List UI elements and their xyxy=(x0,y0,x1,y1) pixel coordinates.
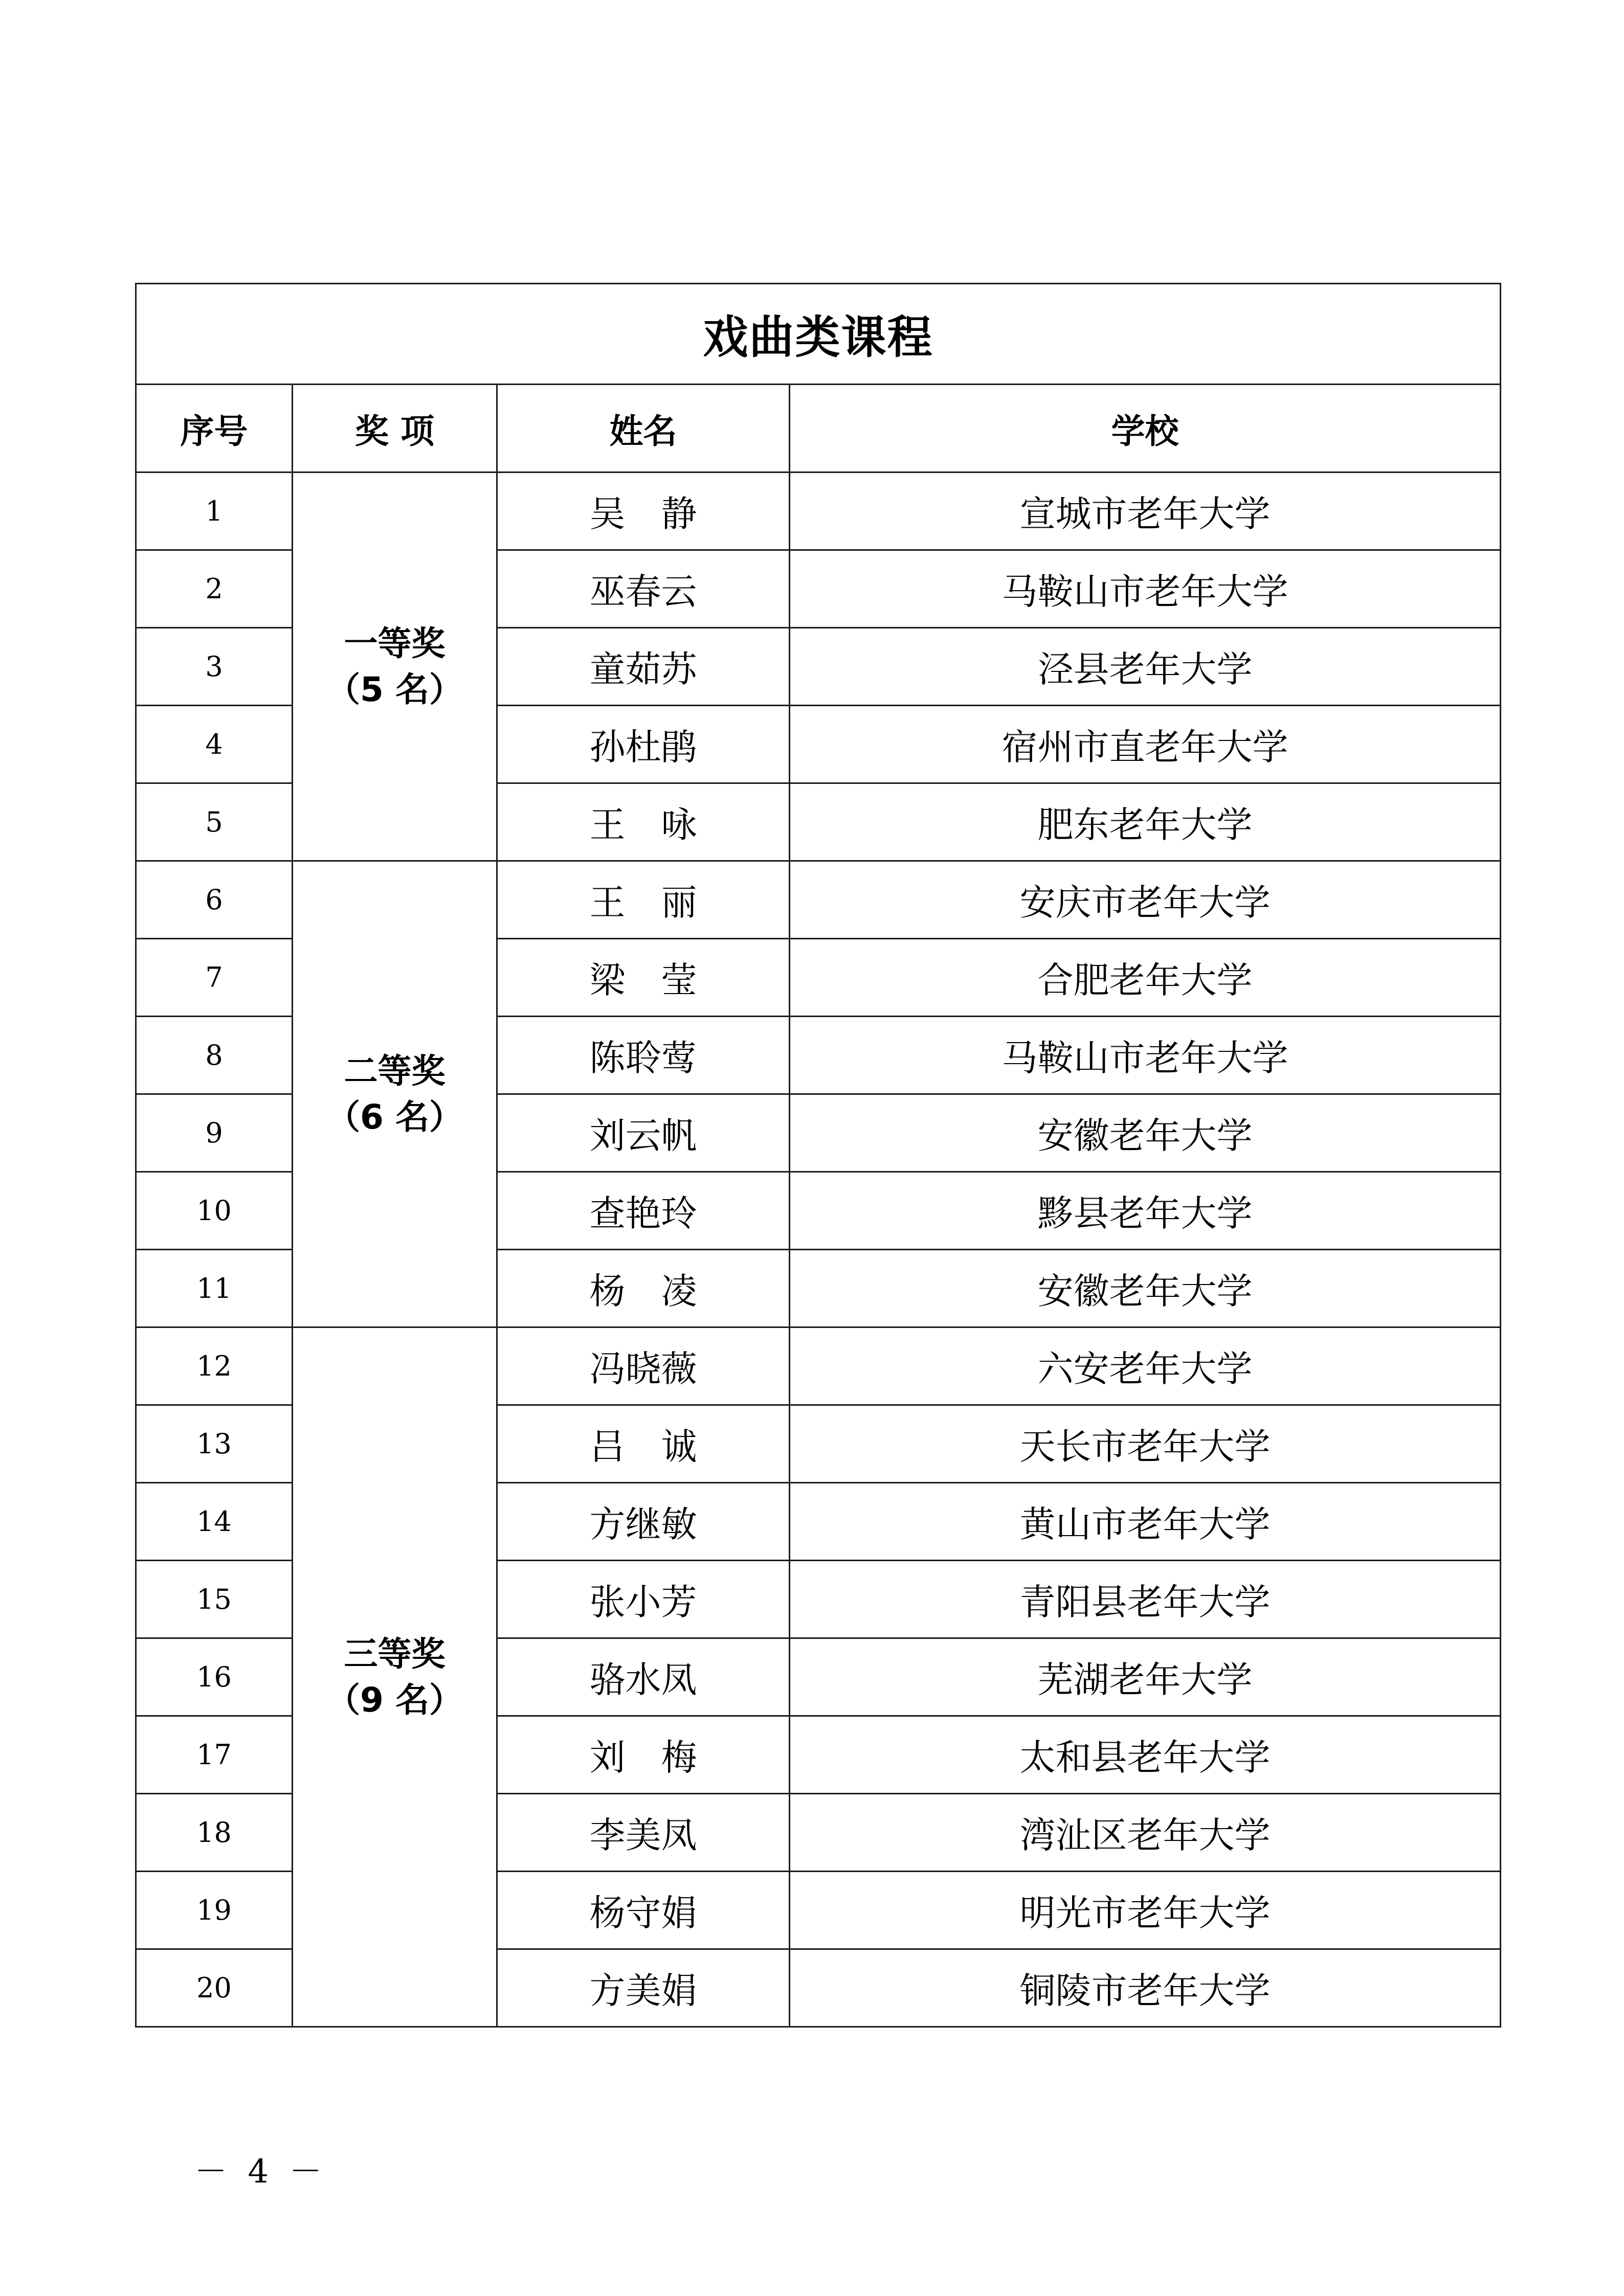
school-name: 明光市老年大学 xyxy=(790,1872,1501,1949)
award-group xyxy=(293,1327,497,2027)
school-name: 宿州市直老年大学 xyxy=(790,706,1501,783)
award-table xyxy=(135,283,1501,2028)
winner-name: 方美娟 xyxy=(497,1949,790,2027)
winner-name: 方继敏 xyxy=(497,1483,790,1561)
header-award: 奖 项 xyxy=(293,385,497,472)
header-school: 学校 xyxy=(790,385,1501,472)
row-number: 18 xyxy=(136,1794,293,1872)
row-number: 20 xyxy=(136,1949,293,2027)
table-row xyxy=(136,1327,1501,1405)
school-name: 马鞍山市老年大学 xyxy=(790,550,1501,628)
winner-name: 查艳玲 xyxy=(497,1172,790,1250)
row-number: 3 xyxy=(136,628,293,706)
school-name: 黟县老年大学 xyxy=(790,1172,1501,1250)
winner-name: 吴 静 xyxy=(497,472,790,550)
award-label: 一等奖 xyxy=(344,624,446,664)
winner-name: 王 咏 xyxy=(497,783,790,861)
award-label: 三等奖 xyxy=(344,1634,446,1674)
table-row xyxy=(136,861,1501,939)
winner-name: 骆水凤 xyxy=(497,1638,790,1716)
school-name: 马鞍山市老年大学 xyxy=(790,1017,1501,1094)
table-title: 戏曲类课程 xyxy=(136,284,1501,385)
school-name: 青阳县老年大学 xyxy=(790,1561,1501,1638)
school-name: 太和县老年大学 xyxy=(790,1716,1501,1794)
row-number: 6 xyxy=(136,861,293,939)
winner-name: 冯晓薇 xyxy=(497,1327,790,1405)
row-number: 11 xyxy=(136,1250,293,1327)
school-name: 合肥老年大学 xyxy=(790,939,1501,1017)
header-number: 序号 xyxy=(136,385,293,472)
school-name: 六安老年大学 xyxy=(790,1327,1501,1405)
winner-name: 吕 诚 xyxy=(497,1405,790,1483)
winner-name: 王 丽 xyxy=(497,861,790,939)
row-number: 5 xyxy=(136,783,293,861)
row-number: 1 xyxy=(136,472,293,550)
row-number: 15 xyxy=(136,1561,293,1638)
winner-name: 杨 凌 xyxy=(497,1250,790,1327)
award-group xyxy=(293,472,497,861)
row-number: 19 xyxy=(136,1872,293,1949)
school-name: 天长市老年大学 xyxy=(790,1405,1501,1483)
school-name: 安庆市老年大学 xyxy=(790,861,1501,939)
row-number: 12 xyxy=(136,1327,293,1405)
row-number: 2 xyxy=(136,550,293,628)
school-name: 芜湖老年大学 xyxy=(790,1638,1501,1716)
table-row xyxy=(136,472,1501,550)
winner-name: 梁 莹 xyxy=(497,939,790,1017)
winner-name: 杨守娟 xyxy=(497,1872,790,1949)
row-number: 8 xyxy=(136,1017,293,1094)
row-number: 7 xyxy=(136,939,293,1017)
row-number: 4 xyxy=(136,706,293,783)
award-label: 二等奖 xyxy=(344,1051,446,1091)
row-number: 10 xyxy=(136,1172,293,1250)
row-number: 13 xyxy=(136,1405,293,1483)
school-name: 泾县老年大学 xyxy=(790,628,1501,706)
winner-name: 童茹苏 xyxy=(497,628,790,706)
award-group xyxy=(293,861,497,1327)
winner-name: 陈聆莺 xyxy=(497,1017,790,1094)
winner-name: 刘 梅 xyxy=(497,1716,790,1794)
school-name: 湾沚区老年大学 xyxy=(790,1794,1501,1872)
winner-name: 刘云帆 xyxy=(497,1094,790,1172)
award-count: （5 名） xyxy=(326,669,463,709)
school-name: 宣城市老年大学 xyxy=(790,472,1501,550)
winner-name: 孙杜鹃 xyxy=(497,706,790,783)
award-count: （6 名） xyxy=(326,1097,463,1137)
row-number: 16 xyxy=(136,1638,293,1716)
school-name: 黄山市老年大学 xyxy=(790,1483,1501,1561)
winner-name: 张小芳 xyxy=(497,1561,790,1638)
school-name: 肥东老年大学 xyxy=(790,783,1501,861)
winner-name: 李美凤 xyxy=(497,1794,790,1872)
school-name: 安徽老年大学 xyxy=(790,1250,1501,1327)
school-name: 安徽老年大学 xyxy=(790,1094,1501,1172)
row-number: 14 xyxy=(136,1483,293,1561)
header-name: 姓名 xyxy=(497,385,790,472)
row-number: 17 xyxy=(136,1716,293,1794)
winner-name: 巫春云 xyxy=(497,550,790,628)
award-count: （9 名） xyxy=(326,1680,463,1720)
row-number: 9 xyxy=(136,1094,293,1172)
school-name: 铜陵市老年大学 xyxy=(790,1949,1501,2027)
page-number: － 4 － xyxy=(194,2153,327,2191)
